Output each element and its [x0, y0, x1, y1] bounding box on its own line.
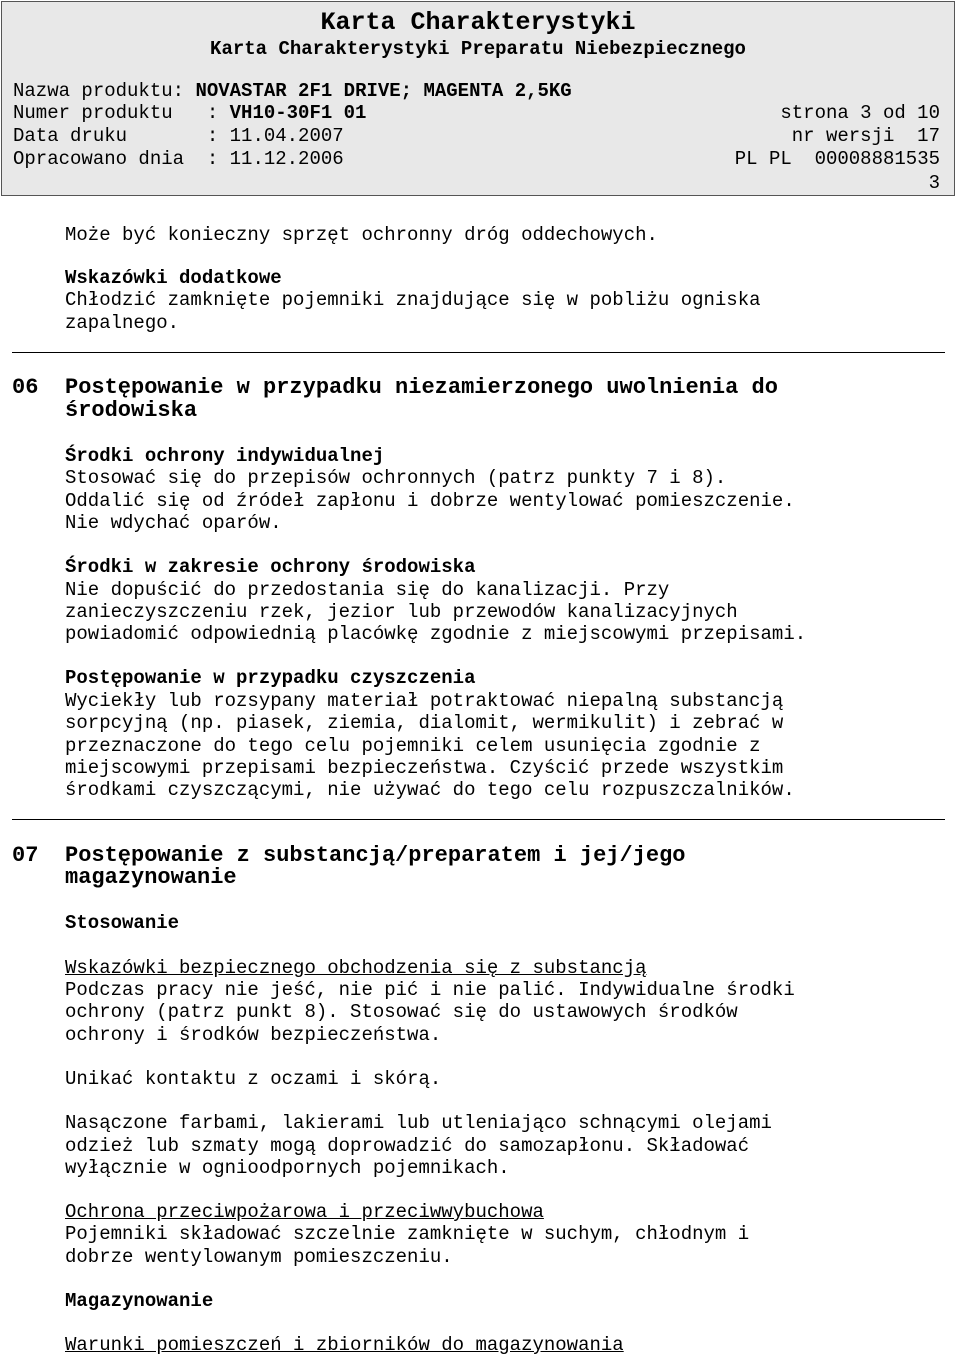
- section-divider: [12, 352, 945, 353]
- prepared-date: 11.12.2006: [229, 148, 344, 170]
- paragraph-line: ochrony (patrz punkt 8). Stosować się do ustawowych środków: [65, 1001, 738, 1023]
- product-name-label: Nazwa produktu:: [13, 80, 185, 102]
- section-number: 06: [12, 375, 39, 400]
- print-date-row: [13, 125, 344, 147]
- paragraph-line: wyłącznie w ognioodpornych pojemnikach.: [65, 1157, 510, 1179]
- extra-info-heading: Wskazówki dodatkowe: [65, 267, 282, 289]
- extra-info-line: zapalnego.: [65, 312, 180, 334]
- paragraph-line: Nasączone farbami, lakierami lub utleniająco schnącymi olejami: [65, 1112, 772, 1134]
- paragraph-line: sorpcyjną (np. piasek, ziemia, dialomit, wermikulit) i zebrać w: [65, 712, 784, 734]
- section-title: Postępowanie z substancją/preparatem i jej/jego: [65, 843, 686, 868]
- prepared-date-label: Opracowano dnia :: [13, 148, 219, 170]
- environment-heading: Środki w zakresie ochrony środowiska: [65, 556, 476, 578]
- personal-protection-heading: Środki ochrony indywidualnej: [65, 445, 385, 467]
- paragraph-line: Stosować się do przepisów ochronnych (patrz punkty 7 i 8).: [65, 467, 727, 489]
- section-title: środowiska: [65, 398, 198, 423]
- product-number: VH10-30F1 01: [229, 102, 367, 124]
- page-info: strona 3 od 10: [780, 102, 940, 124]
- section-title: Postępowanie w przypadku niezamierzonego uwolnienia do: [65, 375, 778, 400]
- paragraph-line: Nie wdychać oparów.: [65, 512, 282, 534]
- prepared-date-row: [13, 148, 344, 170]
- document-header: [1, 1, 955, 196]
- paragraph-line: Podczas pracy nie jeść, nie pić i nie palić. Indywidualne środki: [65, 979, 795, 1001]
- paragraph-line: odzież lub szmaty mogą doprowadzić do samozapłonu. Składować: [65, 1135, 750, 1157]
- product-number-row: [13, 102, 366, 124]
- paragraph-line: Wyciekły lub rozsypany materiał potraktować niepalną substancją: [65, 690, 784, 712]
- paragraph-line: zanieczyszczeniu rzek, jezior lub przewodów kanalizacyjnych: [65, 601, 738, 623]
- document-title: Karta Charakterystyki: [320, 8, 636, 37]
- version-info: nr wersji 17: [791, 125, 940, 147]
- extra-info-line: Chłodzić zamknięte pojemniki znajdujące się w pobliżu ogniska: [65, 289, 761, 311]
- print-date-label: Data druku :: [13, 125, 219, 147]
- section-divider: [12, 819, 945, 820]
- paragraph-line: powiadomić odpowiednią placówkę zgodnie z miejscowymi przepisami.: [65, 623, 807, 645]
- print-date: 11.04.2007: [229, 125, 344, 147]
- respiratory-note: Może być konieczny sprzęt ochronny dróg oddechowych.: [65, 224, 658, 246]
- product-name-row: [13, 80, 572, 102]
- fire-protection-heading: Ochrona przeciwpożarowa i przeciwwybuchowa: [65, 1201, 544, 1223]
- paragraph-line: miejscowymi przepisami bezpieczeństwa. Czyścić przede wszystkim: [65, 757, 784, 779]
- paragraph-line: środkami czyszczącymi, nie używać do tego celu rozpuszczalników.: [65, 779, 795, 801]
- safe-handling-heading: Wskazówki bezpiecznego obchodzenia się z substancją: [65, 957, 647, 979]
- page-number: 3: [928, 172, 940, 194]
- paragraph-line: ochrony i środków bezpieczeństwa.: [65, 1024, 442, 1046]
- code-info: PL PL 00008881535: [734, 148, 940, 170]
- section-number: 07: [12, 843, 39, 868]
- storage-heading: Magazynowanie: [65, 1290, 214, 1312]
- storage-conditions-heading: Warunki pomieszczeń i zbiorników do magazynowania: [65, 1334, 624, 1356]
- avoid-contact-line: Unikać kontaktu z oczami i skórą.: [65, 1068, 442, 1090]
- cleaning-heading: Postępowanie w przypadku czyszczenia: [65, 667, 476, 689]
- paragraph-line: przeznaczone do tego celu pojemniki celem usunięcia zgodnie z: [65, 735, 761, 757]
- paragraph-line: dobrze wentylowanym pomieszczeniu.: [65, 1246, 453, 1268]
- section-title: magazynowanie: [65, 865, 237, 890]
- paragraph-line: Nie dopuścić do przedostania się do kanalizacji. Przy: [65, 579, 670, 601]
- product-name: NOVASTAR 2F1 DRIVE; MAGENTA 2,5KG: [195, 80, 572, 102]
- paragraph-line: Oddalić się od źródeł zapłonu i dobrze wentylować pomieszczenie.: [65, 490, 795, 512]
- paragraph-line: Pojemniki składować szczelnie zamknięte w suchym, chłodnym i: [65, 1223, 750, 1245]
- document-subtitle: Karta Charakterystyki Preparatu Niebezpiecznego: [210, 38, 746, 60]
- usage-heading: Stosowanie: [65, 912, 180, 934]
- product-number-label: Numer produktu :: [13, 102, 219, 124]
